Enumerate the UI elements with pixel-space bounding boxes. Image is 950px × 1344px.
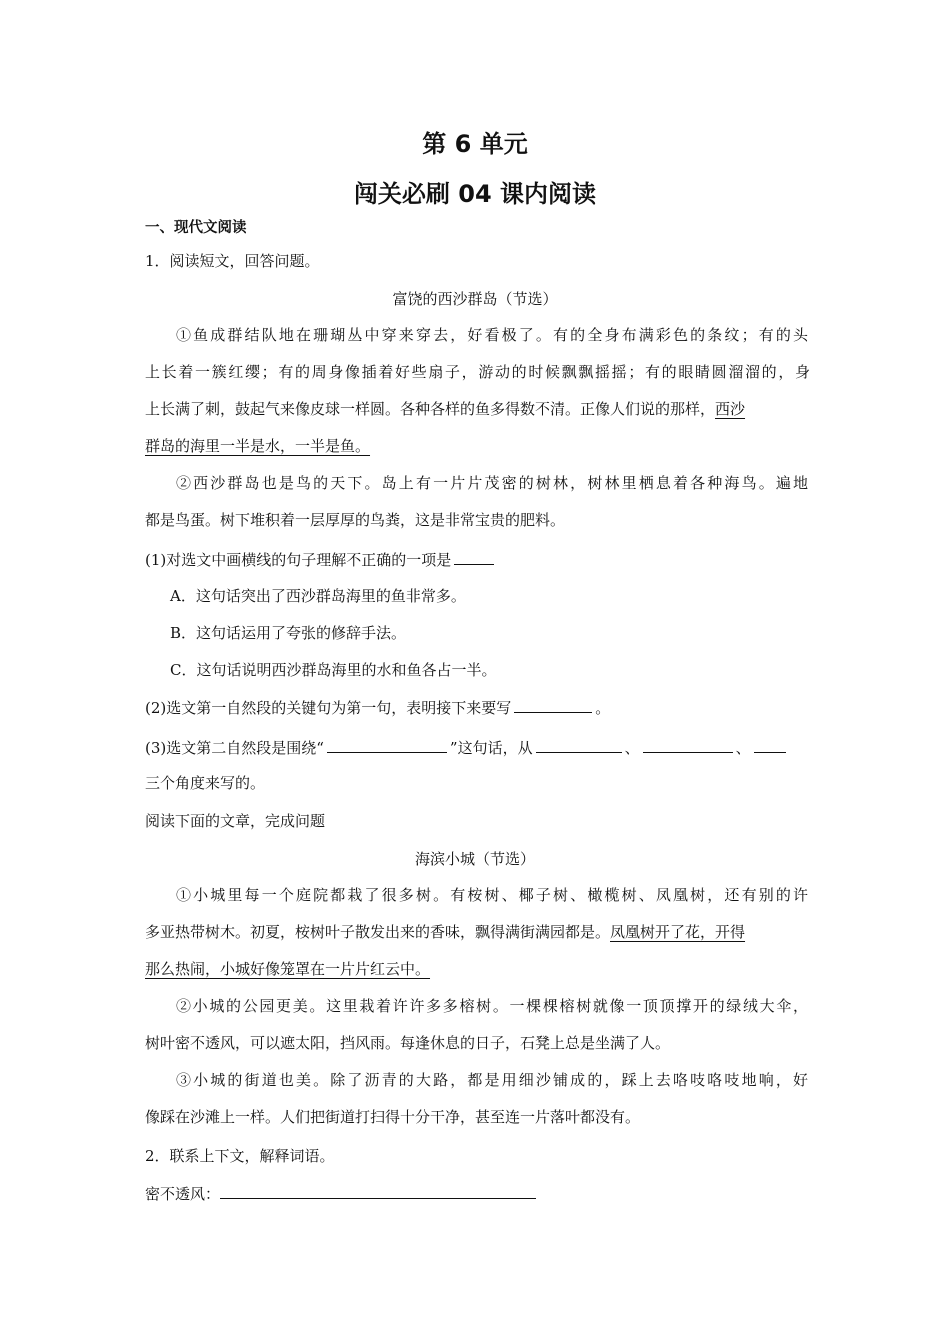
underlined-sentence-part: 群岛的海里一半是水，一半是鱼。 [145, 437, 371, 455]
sub-question-1-text: (1)对选文中画横线的句子理解不正确的一项是 [145, 551, 452, 569]
unit-title: 第 6 单元 [422, 130, 528, 158]
passage-1-line: ①鱼成群结队地在珊瑚丛中穿来穿去，好看极了。有的全身布满彩色的条纹；有的头 [176, 326, 808, 344]
passage-1-line [145, 435, 810, 456]
answer-blank[interactable] [514, 696, 592, 713]
separator: 、 [624, 739, 640, 757]
sub-question-3-end: 三个角度来写的。 [145, 774, 266, 792]
option-a: A．这句话突出了西沙群岛海里的鱼非常多。 [170, 587, 466, 605]
passage-2-text: 多亚热带树木。初夏，桉树叶子散发出来的香味，飘得满街满园都是。 [145, 923, 611, 941]
passage-1-line: ②西沙群岛也是鸟的天下。岛上有一片片茂密的树林，树林里栖息着各种海鸟。遍地 [176, 474, 808, 492]
separator: 、 [735, 739, 751, 757]
answer-blank[interactable] [220, 1182, 536, 1199]
option-b: B．这句话运用了夸张的修辞手法。 [170, 624, 407, 642]
page-subtitle: 闯关必刷 04 课内阅读 [353, 180, 597, 208]
passage-2-line [145, 958, 810, 979]
sub-question-1 [145, 548, 810, 570]
underlined-sentence-part: 凤凰树开了花，开得 [610, 923, 746, 941]
answer-blank[interactable] [754, 736, 786, 753]
sub-question-2-text: (2)选文第一自然段的关键句为第一句，表明接下来要写 [145, 699, 512, 717]
passage-2-line: 树叶密不透风，可以遮太阳，挡风雨。每逢休息的日子，石凳上总是坐满了人。 [145, 1034, 671, 1052]
answer-blank[interactable] [536, 736, 622, 753]
question-2-item [145, 1182, 810, 1204]
underlined-sentence-part: 西沙 [715, 400, 746, 418]
option-c: C．这句话说明西沙群岛海里的水和鱼各占一半。 [170, 661, 497, 679]
passage-2-line: ①小城里每一个庭院都栽了很多树。有桉树、椰子树、橄榄树、凤凰树，还有别的许 [176, 886, 808, 904]
passage-1-line: 都是鸟蛋。树下堆积着一层厚厚的鸟粪，这是非常宝贵的肥料。 [145, 511, 566, 529]
passage-2-line: ②小城的公园更美。这里栽着许许多多榕树。一棵棵榕树就像一顶顶撑开的绿绒大伞， [176, 997, 808, 1015]
sub-question-2-end: 。 [595, 699, 611, 717]
term-label: 密不透风： [145, 1185, 221, 1203]
sub-question-3-mid: ”这句话，从 [449, 739, 533, 757]
passage-2-line [145, 921, 810, 942]
passage-1-text: 上长满了刺，鼓起气来像皮球一样圆。各种各样的鱼多得数不清。正像人们说的那样， [145, 400, 716, 418]
passage-1-line [145, 398, 810, 419]
passage-1-line: 上长着一簇红缨；有的周身像插着好些扇子，游动的时候飘飘摇摇；有的眼睛圆溜溜的，身 [145, 363, 810, 381]
sub-question-3-text: (3)选文第二自然段是围绕“ [145, 739, 324, 757]
underlined-sentence-part: 那么热闹，小城好像笼罩在一片片红云中。 [145, 960, 431, 978]
question-2-intro: 2．联系上下文，解释词语。 [145, 1147, 335, 1165]
passage-1-title: 富饶的西沙群岛（节选） [392, 290, 558, 308]
answer-blank[interactable] [643, 736, 733, 753]
section-heading: 一、现代文阅读 [145, 220, 247, 236]
sub-question-2 [145, 696, 810, 718]
question-1-intro: 1．阅读短文，回答问题。 [145, 252, 320, 270]
answer-blank[interactable] [454, 548, 494, 565]
answer-blank[interactable] [327, 736, 447, 753]
sub-question-3 [145, 736, 810, 758]
section-2-intro: 阅读下面的文章，完成问题 [145, 812, 326, 830]
passage-2-line: ③小城的街道也美。除了沥青的大路，都是用细沙铺成的，踩上去咯吱咯吱地响，好 [176, 1071, 808, 1089]
passage-2-title: 海滨小城（节选） [414, 850, 535, 868]
passage-2-line: 像踩在沙滩上一样。人们把街道打扫得十分干净，甚至连一片落叶都没有。 [145, 1108, 641, 1126]
